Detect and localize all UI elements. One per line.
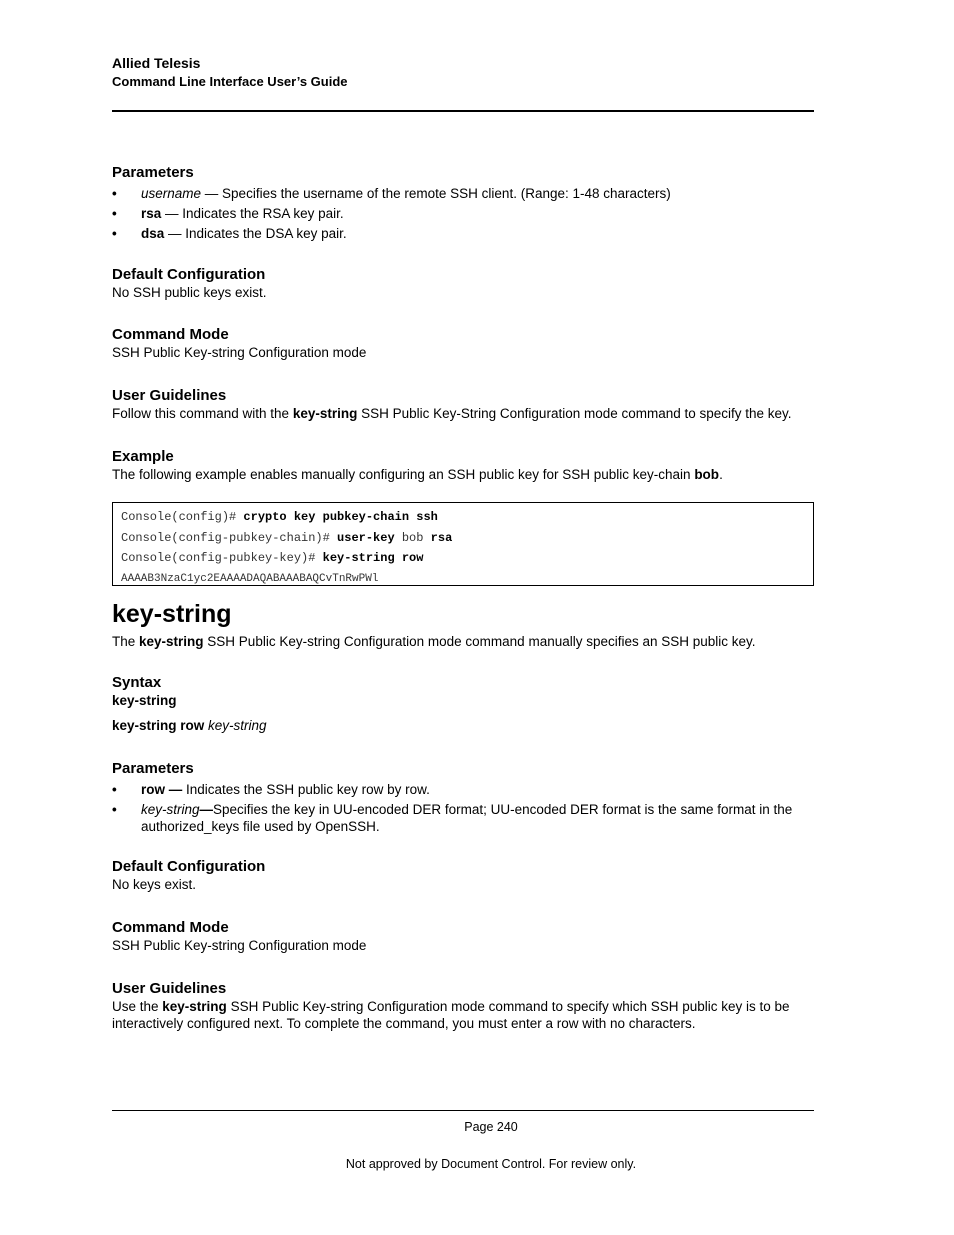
- header-guide-title: Command Line Interface User’s Guide: [112, 74, 348, 89]
- section2-default-config: [112, 858, 814, 893]
- header-company: Allied Telesis: [112, 55, 201, 71]
- list-item: [112, 781, 814, 798]
- param-desc: — Specifies the username of the remote SSH client. (Range: 1-48 characters): [201, 186, 671, 201]
- section-heading: User Guidelines: [112, 980, 227, 997]
- section-heading: Command Mode: [112, 919, 229, 936]
- page-number: Page 240: [464, 1120, 518, 1134]
- list-item: [112, 185, 814, 202]
- section-heading: Command Mode: [112, 326, 229, 343]
- review-notice: Not approved by Document Control. For review only.: [345, 1157, 637, 1171]
- footer-divider: [112, 1110, 814, 1111]
- section1-parameters: [112, 164, 814, 242]
- section-text: Use the key-string SSH Public Key-string Configuration mode command to specify which SSH public key is to be interactively configured next. To complete the command, you must enter a row with no characters.: [112, 999, 790, 1031]
- section-heading: User Guidelines: [112, 387, 227, 404]
- section-text: The following example enables manually configuring an SSH public key for SSH public key-chain bob.: [112, 467, 723, 482]
- section-text: Follow this command with the key-string SSH Public Key-String Configuration mode command to specify the key.: [112, 406, 792, 421]
- param-desc: Specifies the key in UU-encoded DER format; UU-encoded DER format is the same format in the authorized_keys file used by OpenSSH.: [141, 802, 793, 834]
- param-term: rsa: [141, 206, 162, 221]
- code-line: Console(config-pubkey-chain)# user-key bob rsa: [121, 530, 453, 545]
- section-heading: Syntax: [112, 674, 162, 691]
- list-item: [112, 205, 814, 222]
- code-example-box: [112, 502, 814, 586]
- section-text: No keys exist.: [112, 877, 197, 892]
- section-text: The key-string SSH Public Key-string Configuration mode command manually specifies an SSH public key.: [112, 634, 756, 649]
- section2-syntax: [112, 674, 814, 734]
- section1-default-config: [112, 266, 814, 301]
- section-text: No SSH public keys exist.: [112, 285, 267, 300]
- param-term: username: [141, 186, 202, 201]
- bullet-icon: •: [112, 782, 117, 797]
- syntax-line: key-string row key-string: [112, 718, 267, 733]
- syntax-line: key-string: [112, 693, 177, 708]
- section-heading: Default Configuration: [112, 266, 266, 283]
- list-item: [112, 225, 814, 242]
- parameter-list: [112, 781, 814, 835]
- section1-command-mode: [112, 326, 814, 361]
- section1-user-guidelines: [112, 387, 814, 422]
- code-line: Console(config)# crypto key pubkey-chain ssh: [121, 510, 438, 524]
- section2-parameters: [112, 760, 814, 835]
- command-intro: [112, 633, 814, 650]
- section2-command-mode: [112, 919, 814, 954]
- param-desc: — Indicates the DSA key pair.: [164, 226, 347, 241]
- header-divider: [112, 110, 814, 112]
- bullet-icon: •: [112, 226, 117, 241]
- section-text: SSH Public Key-string Configuration mode: [112, 938, 367, 953]
- param-desc: Indicates the SSH public key row by row.: [182, 782, 430, 797]
- section2-user-guidelines: [112, 980, 814, 1032]
- section-heading: Parameters: [112, 760, 194, 777]
- bullet-icon: •: [112, 206, 117, 221]
- section-heading: Example: [112, 448, 174, 465]
- code-line: Console(config-pubkey-key)# key-string row: [121, 551, 424, 565]
- bullet-icon: •: [112, 186, 117, 201]
- parameter-list: [112, 185, 814, 242]
- param-term: key-string: [141, 802, 200, 817]
- command-title: key-string: [112, 600, 232, 628]
- param-term: row —: [141, 782, 183, 797]
- section-heading: Default Configuration: [112, 858, 266, 875]
- list-item: • key-string—Specifies the key in UU-encoded DER format; UU-encoded DER format is the same format in the authorized_keys file used by OpenSSH.: [112, 802, 793, 834]
- param-term: dsa: [141, 226, 165, 241]
- bullet-icon: •: [112, 802, 117, 817]
- section-text: SSH Public Key-string Configuration mode: [112, 345, 367, 360]
- code-line: AAAAB3NzaC1yc2EAAAADAQABAAABAQCvTnRwPWl: [121, 572, 379, 585]
- section1-example: [112, 448, 814, 483]
- section-heading: Parameters: [112, 164, 194, 181]
- param-desc: — Indicates the RSA key pair.: [161, 206, 344, 221]
